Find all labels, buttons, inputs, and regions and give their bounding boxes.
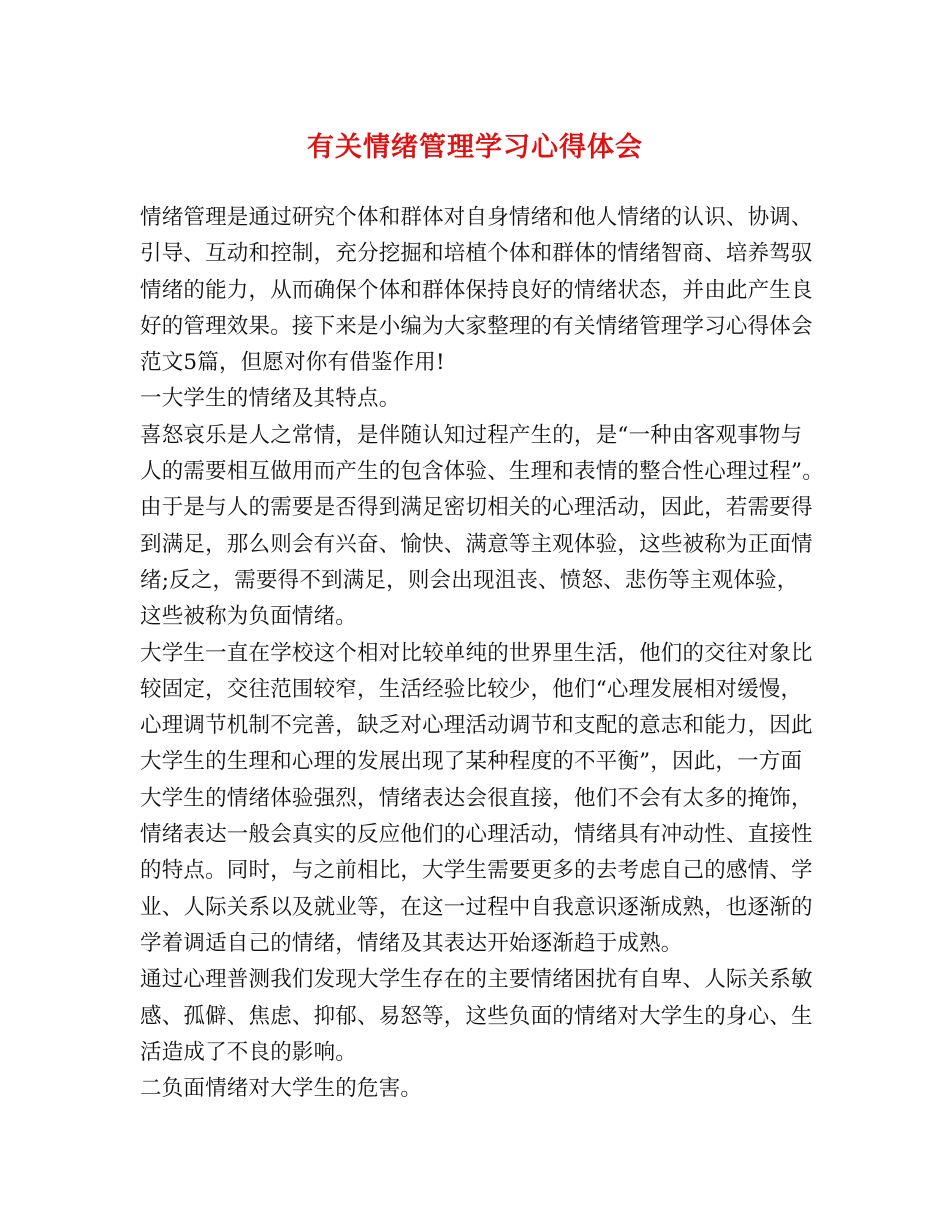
text-line: 学着调适自己的情绪，情绪及其表达开始逐渐趋于成熟。 bbox=[140, 930, 683, 956]
text-line: 大学生一直在学校这个相对比较单纯的世界里生活，他们的交往对象比 bbox=[140, 640, 813, 666]
text-line: 通过心理普测我们发现大学生存在的主要情绪困扰有自卑、人际关系敏 bbox=[140, 967, 813, 993]
text-line: 喜怒哀乐是人之常情，是伴随认知过程产生的，是“一种由客观事物与 bbox=[140, 422, 803, 448]
text-line: 业、人际关系以及就业等，在这一过程中自我意识逐渐成熟，也逐渐的 bbox=[140, 894, 813, 920]
text-line: 范文5篇，但愿对你有借鉴作用! bbox=[140, 350, 445, 376]
text-line: 感、孤僻、焦虑、抑郁、易怒等，这些负面的情绪对大学生的身心、生 bbox=[140, 1003, 813, 1029]
text-line: 活造成了不良的影响。 bbox=[140, 1039, 358, 1065]
document-body bbox=[140, 200, 830, 1107]
text-line: 心理调节机制不完善，缺乏对心理活动调节和支配的意志和能力，因此 bbox=[140, 713, 813, 739]
text-line: 好的管理效果。接下来是小编为大家整理的有关情绪管理学习心得体会 bbox=[140, 313, 813, 339]
text-line: 绪;反之，需要得不到满足，则会出现沮丧、愤怒、悲伤等主观体验， bbox=[140, 567, 799, 593]
text-line: 二负面情绪对大学生的危害。 bbox=[140, 1076, 423, 1102]
document-title: 有关情绪管理学习心得体会 bbox=[307, 132, 643, 163]
text-line: 引导、互动和控制，充分挖掘和培植个体和群体的情绪智商、培养驾驭 bbox=[140, 241, 813, 267]
text-line: 大学生的情绪体验强烈，情绪表达会很直接，他们不会有太多的掩饰， bbox=[140, 785, 813, 811]
text-line: 情绪表达一般会真实的反应他们的心理活动，情绪具有冲动性、直接性 bbox=[140, 822, 813, 848]
text-line: 人的需要相互做用而产生的包含体验、生理和表情的整合性心理过程”。 bbox=[140, 459, 824, 485]
text-line: 较固定，交往范围较窄，生活经验比较少，他们“心理发展相对缓慢， bbox=[140, 676, 803, 702]
text-line: 一大学生的情绪及其特点。 bbox=[140, 386, 401, 412]
text-line: 的特点。同时，与之前相比，大学生需要更多的去考虑自己的感情、学 bbox=[140, 858, 813, 884]
text-line: 到满足，那么则会有兴奋、愉快、满意等主观体验，这些被称为正面情 bbox=[140, 531, 813, 557]
text-line: 情绪的能力，从而确保个体和群体保持良好的情绪状态，并由此产生良 bbox=[140, 277, 813, 303]
text-line: 情绪管理是通过研究个体和群体对自身情绪和他人情绪的认识、协调、 bbox=[140, 205, 813, 230]
text-line: 这些被称为负面情绪。 bbox=[140, 604, 358, 630]
text-line: 大学生的生理和心理的发展出现了某种程度的不平衡”，因此，一方面 bbox=[140, 749, 803, 775]
text-line: 由于是与人的需要是否得到满足密切相关的心理活动，因此，若需要得 bbox=[140, 495, 813, 521]
